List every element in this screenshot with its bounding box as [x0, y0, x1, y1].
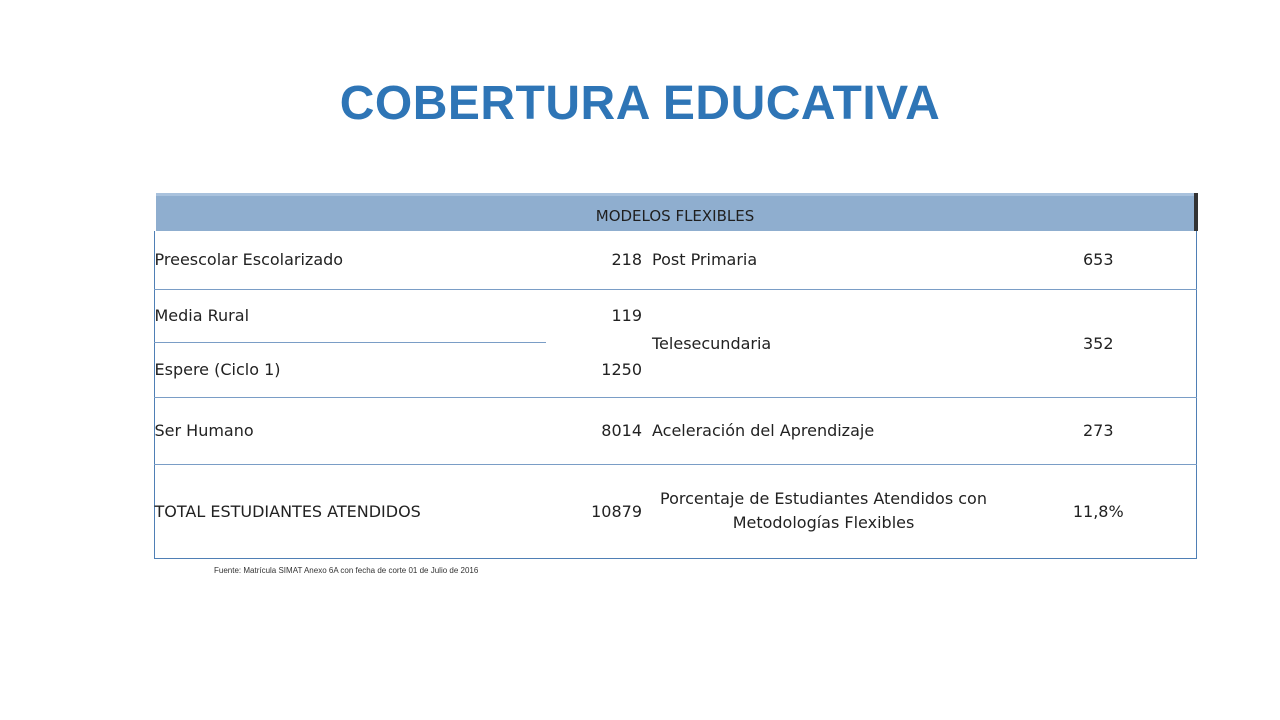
row-label-telesecundaria: Telesecundaria	[646, 289, 1001, 397]
source-note: Fuente: Matrícula SIMAT Anexo 6A con fecha de corte 01 de Julio de 2016	[214, 566, 479, 575]
row-label-media-rural: Media Rural	[154, 289, 546, 342]
page-title: COBERTURA EDUCATIVA	[339, 77, 941, 130]
row-label-total: TOTAL ESTUDIANTES ATENDIDOS	[154, 464, 546, 558]
row-value-post-primaria: 653	[1001, 231, 1196, 290]
coverage-table-container	[152, 193, 1194, 559]
row-label-preescolar: Preescolar Escolarizado	[154, 231, 546, 290]
row-label-porcentaje: Porcentaje de Estudiantes Atendidos con Metodologías Flexibles	[646, 464, 1001, 558]
table-row	[154, 464, 1196, 558]
table-header: MODELOS FLEXIBLES	[154, 195, 1196, 231]
row-value-preescolar: 218	[546, 231, 646, 290]
row-value-aceleracion: 273	[1001, 397, 1196, 464]
table-header-row	[154, 195, 1196, 231]
table-row	[154, 397, 1196, 464]
row-value-ser-humano: 8014	[546, 397, 646, 464]
row-label-ser-humano: Ser Humano	[154, 397, 546, 464]
row-label-post-primaria: Post Primaria	[646, 231, 1001, 290]
row-label-aceleracion: Aceleración del Aprendizaje	[646, 397, 1001, 464]
row-value-telesecundaria: 352	[1001, 289, 1196, 397]
table-row	[154, 289, 1196, 342]
table-row	[154, 231, 1196, 290]
coverage-table	[152, 193, 1198, 559]
row-label-espere: Espere (Ciclo 1)	[154, 342, 546, 397]
row-value-media-rural: 119	[611, 306, 642, 326]
row-value-total: 10879	[546, 464, 646, 558]
row-value-porcentaje: 11,8%	[1001, 464, 1196, 558]
row-value-espere: 1250	[546, 342, 646, 397]
